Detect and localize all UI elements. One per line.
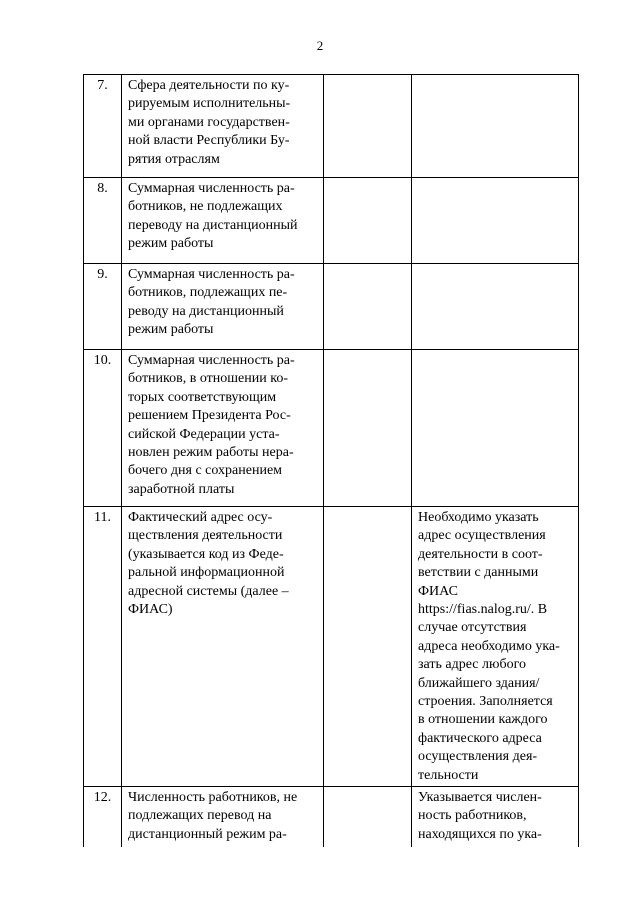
indicator-name-line: новлен режим работы нера- xyxy=(128,445,294,461)
table-row xyxy=(84,350,579,507)
indicator-name-line: Численность работников, не xyxy=(128,790,298,805)
note-line: ФИАС xyxy=(418,583,458,599)
note-line: находящихся по ука- xyxy=(418,826,542,842)
table-row xyxy=(84,787,579,847)
indicator-name-line: ботников, подлежащих пе- xyxy=(128,285,288,301)
indicator-name-line: заработной платы xyxy=(128,481,235,497)
row-indicator-name xyxy=(122,787,324,847)
indicator-name-line: сийской Федерации уста- xyxy=(128,426,280,442)
indicator-name-line: дистанционный режим ра- xyxy=(128,826,287,842)
page-number: 2 xyxy=(316,38,324,53)
table-row xyxy=(84,264,579,350)
note-line: ближайшего здания/ xyxy=(418,675,540,691)
row-note-cell xyxy=(412,178,579,264)
indicator-name-line: подлежащих перевод на xyxy=(128,808,272,824)
row-value-cell xyxy=(324,507,412,787)
row-note-cell xyxy=(412,787,579,847)
note-line: Необходимо указать xyxy=(418,510,539,525)
indicator-name-line: Суммарная численность ра- xyxy=(128,181,295,196)
row-number: 10. xyxy=(84,350,122,507)
note-line: тельности xyxy=(418,767,479,783)
row-number: 11. xyxy=(84,507,122,787)
indicator-name-line: Суммарная численность ра- xyxy=(128,267,295,282)
indicator-name-line: рируемым исполнительны- xyxy=(128,96,291,112)
indicator-name-line: Фактический адрес осу- xyxy=(128,510,273,525)
row-number: 12. xyxy=(84,787,122,847)
note-line: строения. Заполняется xyxy=(418,694,553,710)
note-line: зать адрес любого xyxy=(418,657,526,673)
note-line: Указывается числен- xyxy=(418,790,542,805)
row-note-cell xyxy=(412,75,579,178)
indicator-name-line: торых соответствующим xyxy=(128,389,277,405)
indicator-name-line: (указывается код из Феде- xyxy=(128,546,284,562)
table-row xyxy=(84,507,579,787)
indicator-name-line: рятия отраслям xyxy=(128,151,220,167)
indicator-name-line: режим работы xyxy=(128,322,214,338)
row-indicator-name xyxy=(122,75,324,178)
indicator-name-line: Суммарная численность ра- xyxy=(128,353,295,368)
indicator-name-line: ной власти Республики Бу- xyxy=(128,133,290,149)
note-line: фактического адреса xyxy=(418,730,542,746)
indicator-name-line: ботников, в отношении ко- xyxy=(128,371,289,387)
indicator-name-line: ществления деятельности xyxy=(128,528,283,544)
row-note-cell xyxy=(412,350,579,507)
row-indicator-name xyxy=(122,264,324,350)
indicator-name-line: адресной системы (далее – xyxy=(128,583,289,599)
indicator-name-line: режим работы xyxy=(128,236,214,252)
row-value-cell xyxy=(324,350,412,507)
indicator-name-line: бочего дня с сохранением xyxy=(128,463,283,479)
note-line: деятельности в соот- xyxy=(418,546,543,562)
row-value-cell xyxy=(324,787,412,847)
note-line: ность работников, xyxy=(418,808,527,824)
row-value-cell xyxy=(324,178,412,264)
indicator-name-line: ральной информационной xyxy=(128,565,285,581)
indicator-name-line: переводу на дистанционный xyxy=(128,217,298,233)
row-indicator-name xyxy=(122,350,324,507)
row-note-cell xyxy=(412,264,579,350)
row-indicator-name xyxy=(122,178,324,264)
indicator-name-line: решением Президента Рос- xyxy=(128,408,291,424)
table-row xyxy=(84,178,579,264)
note-line: ветствии с данными xyxy=(418,565,539,581)
indicator-name-line: реводу на дистанционный xyxy=(128,303,284,319)
note-line: адрес осуществления xyxy=(418,528,546,544)
row-note-cell xyxy=(412,507,579,787)
indicator-name-line: ботников, не подлежащих xyxy=(128,199,283,215)
indicator-name-line: ФИАС) xyxy=(128,602,173,618)
note-line: осуществления дея- xyxy=(418,749,538,765)
table-row xyxy=(84,75,579,178)
row-indicator-name xyxy=(122,507,324,787)
indicator-name-line: ми органами государствен- xyxy=(128,114,290,130)
note-line: в отношении каждого xyxy=(418,712,548,728)
note-line: адреса необходимо ука- xyxy=(418,638,560,654)
row-value-cell xyxy=(324,75,412,178)
data-table xyxy=(83,74,579,847)
indicator-name-line: Сфера деятельности по ку- xyxy=(128,78,290,93)
note-line: https://fias.nalog.ru/. В xyxy=(418,602,548,618)
row-number: 8. xyxy=(84,178,122,264)
note-line: случае отсутствия xyxy=(418,620,527,636)
row-number: 7. xyxy=(84,75,122,178)
row-value-cell xyxy=(324,264,412,350)
row-number: 9. xyxy=(84,264,122,350)
